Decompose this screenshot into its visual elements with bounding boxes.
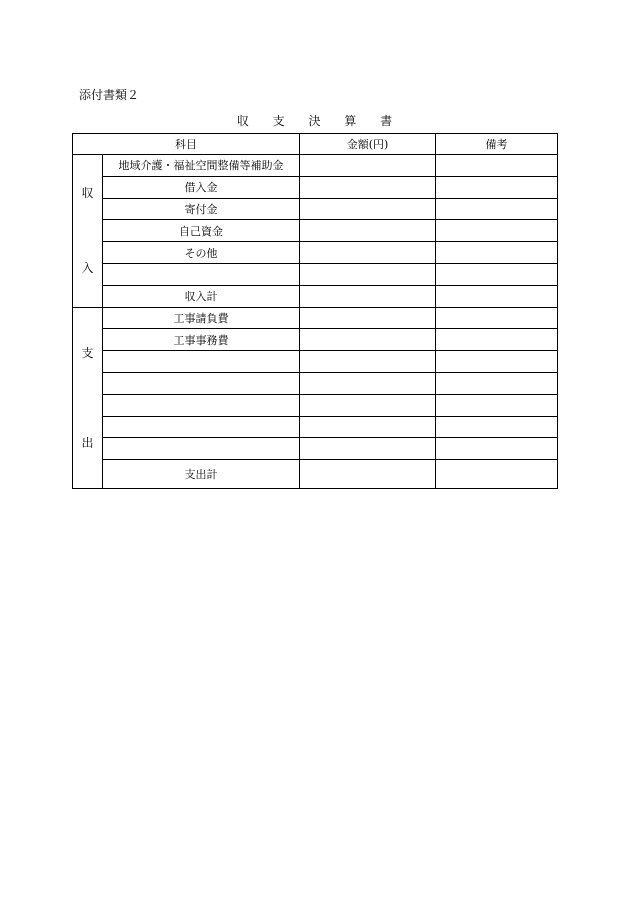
remarks-cell (436, 285, 558, 307)
expense-category-char: 出 (81, 435, 94, 450)
amount-cell (300, 438, 436, 460)
amount-cell (300, 394, 436, 416)
amount-cell (300, 220, 436, 242)
header-amount: 金額(円) (300, 134, 436, 155)
income-category-cell (73, 155, 103, 308)
income-category-char: 入 (81, 261, 94, 276)
document-title: 収 支 決 算 書 (236, 114, 403, 128)
amount-cell (300, 285, 436, 307)
expense-category-cell (73, 307, 103, 489)
table-row (73, 416, 558, 438)
amount-cell (300, 176, 436, 198)
amount-cell (300, 307, 436, 329)
income-item-label: 借入金 (103, 176, 300, 198)
remarks-cell (436, 176, 558, 198)
amount-cell (300, 155, 436, 177)
expense-item-label: 工事事務費 (103, 329, 300, 351)
table-row (73, 176, 558, 198)
expense-item-label (103, 438, 300, 460)
attachment-label: 添付書類２ (79, 88, 140, 102)
table-header-row (73, 134, 558, 155)
expense-item-label (103, 394, 300, 416)
amount-cell (300, 416, 436, 438)
expense-total-row (73, 460, 558, 489)
expense-item-label (103, 351, 300, 373)
amount-cell (300, 329, 436, 351)
table-row (73, 155, 558, 177)
header-remarks: 備考 (436, 134, 558, 155)
expense-category-char: 支 (81, 345, 94, 360)
table-row (73, 220, 558, 242)
remarks-cell (436, 242, 558, 264)
expense-item-label (103, 416, 300, 438)
expense-total-label: 支出計 (103, 460, 300, 489)
remarks-cell (436, 416, 558, 438)
remarks-cell (436, 220, 558, 242)
remarks-cell (436, 394, 558, 416)
amount-cell (300, 460, 436, 489)
table-row (73, 307, 558, 329)
amount-cell (300, 372, 436, 394)
income-total-label: 収入計 (103, 285, 300, 307)
table-row (73, 372, 558, 394)
amount-cell (300, 263, 436, 285)
amount-cell (300, 198, 436, 220)
amount-cell (300, 351, 436, 373)
remarks-cell (436, 438, 558, 460)
remarks-cell (436, 155, 558, 177)
income-item-label: 自己資金 (103, 220, 300, 242)
table-row (73, 263, 558, 285)
income-item-label: 寄付金 (103, 198, 300, 220)
header-item: 科目 (73, 134, 300, 155)
remarks-cell (436, 460, 558, 489)
remarks-cell (436, 329, 558, 351)
income-item-label: 地域介護・福祉空間整備等補助金 (103, 155, 300, 177)
table-row (73, 242, 558, 264)
remarks-cell (436, 198, 558, 220)
expense-item-label (103, 372, 300, 394)
amount-cell (300, 242, 436, 264)
remarks-cell (436, 307, 558, 329)
table-row (73, 351, 558, 373)
remarks-cell (436, 372, 558, 394)
income-item-label (103, 263, 300, 285)
table-row (73, 329, 558, 351)
remarks-cell (436, 263, 558, 285)
table-row (73, 438, 558, 460)
income-category-char: 収 (81, 186, 94, 201)
expense-item-label: 工事請負費 (103, 307, 300, 329)
income-item-label: その他 (103, 242, 300, 264)
remarks-cell (436, 351, 558, 373)
income-total-row (73, 285, 558, 307)
table-row (73, 198, 558, 220)
table-row (73, 394, 558, 416)
settlement-table (72, 133, 558, 489)
